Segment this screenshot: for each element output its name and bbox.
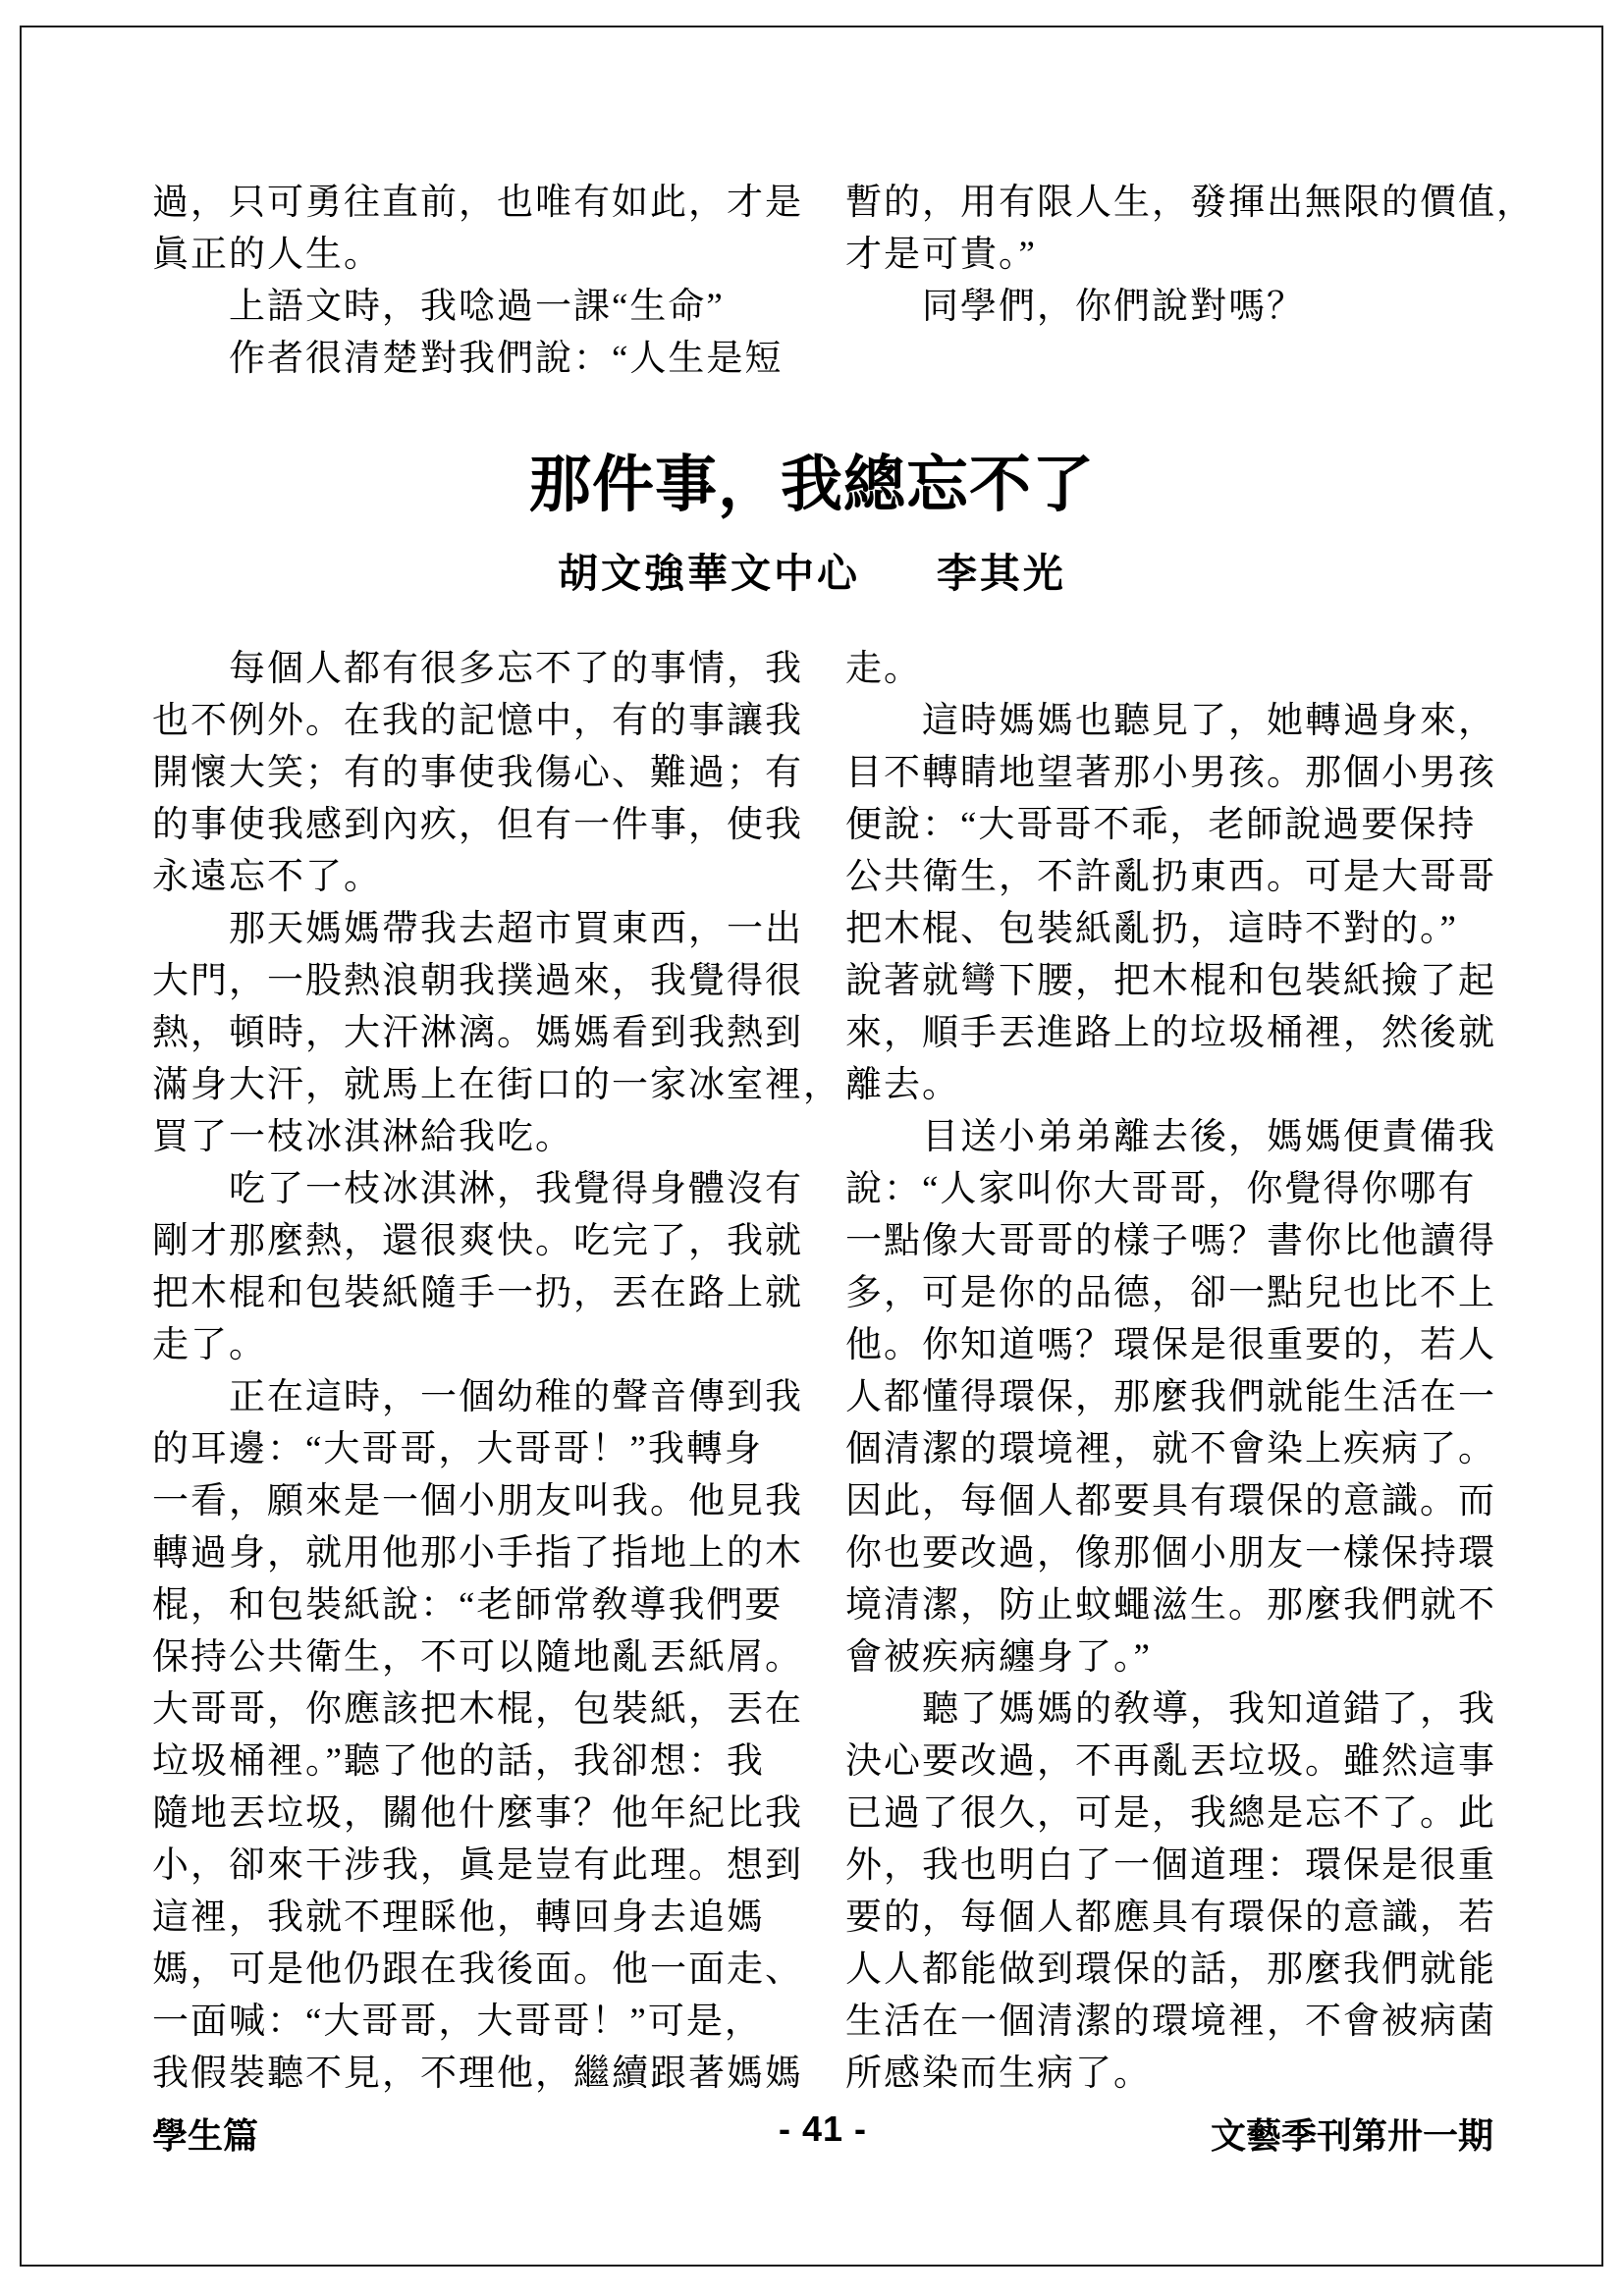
text-line: 已過了很久，可是，我總是忘不了。此 xyxy=(845,1793,1496,1834)
text-line: 一看，願來是一個小朋友叫我。他見我 xyxy=(152,1481,803,1522)
text-line: 垃圾桶裡。”聽了他的話，我卻想：我 xyxy=(152,1741,765,1782)
text-line: 目送小弟弟離去後，媽媽便責備我 xyxy=(845,1117,1496,1157)
text-line: 因此，每個人都要具有環保的意識。而 xyxy=(845,1481,1496,1522)
text-line: 要的，每個人都應具有環保的意識，若 xyxy=(845,1897,1496,1938)
text-line: 大哥哥，你應該把木棍，包裝紙，丟在 xyxy=(152,1689,803,1730)
text-line: 會被疾病纏身了。” xyxy=(845,1637,1152,1678)
text-line: 上語文時，我唸過一課“生命” xyxy=(152,287,725,327)
footer-publication-label: 文藝季刊第卅一期 xyxy=(1210,2115,1493,2156)
text-line: 他。你知道嗎？環保是很重要的，若人 xyxy=(845,1325,1496,1365)
text-line: 滿身大汗，就馬上在街口的一家冰室裡， xyxy=(152,1065,841,1105)
text-line: 作者很清楚對我們說：“人生是短 xyxy=(152,339,784,379)
footer-page-number: - 41 - xyxy=(778,2109,868,2149)
text-line: 說：“人家叫你大哥哥，你覺得你哪有 xyxy=(845,1169,1477,1209)
text-line: 所感染而生病了。 xyxy=(845,2054,1152,2094)
text-line: 的事使我感到內疚，但有一件事，使我 xyxy=(152,805,803,845)
text-line: 便說：“大哥哥不乖，老師說過要保持 xyxy=(845,805,1477,845)
article-title: 那件事，我總忘不了 xyxy=(529,451,1095,519)
text-line: 熱，頓時，大汗淋漓。媽媽看到我熱到 xyxy=(152,1013,803,1053)
text-line: 境清潔，防止蚊蠅滋生。那麼我們就不 xyxy=(845,1585,1496,1626)
text-line: 離去。 xyxy=(845,1065,960,1105)
text-line: 多，可是你的品德，卻一點兒也比不上 xyxy=(845,1273,1496,1313)
text-line: 同學們，你們說對嗎？ xyxy=(845,287,1305,327)
body-left-column xyxy=(152,643,841,2100)
text-line: 聽了媽媽的敎導，我知道錯了，我 xyxy=(845,1689,1496,1730)
continuation-left-column xyxy=(152,177,803,385)
body-right-column xyxy=(845,643,1496,2100)
byline-author: 李其光 xyxy=(936,551,1066,596)
text-line: 才是可貴。” xyxy=(845,235,1037,275)
text-line: 每個人都有很多忘不了的事情，我 xyxy=(152,649,803,689)
text-line: 目不轉睛地望著那小男孩。那個小男孩 xyxy=(845,753,1496,793)
text-line: 永遠忘不了。 xyxy=(152,857,382,897)
text-line: 把木棍和包裝紙隨手一扔，丟在路上就 xyxy=(152,1273,803,1313)
text-line: 來，順手丟進路上的垃圾桶裡，然後就 xyxy=(845,1013,1496,1053)
text-line: 暫的，用有限人生，發揮出無限的價值， xyxy=(845,183,1535,223)
text-line: 的耳邊：“大哥哥，大哥哥！”我轉身 xyxy=(152,1429,763,1469)
text-line: 外，我也明白了一個道理：環保是很重 xyxy=(845,1845,1496,1886)
text-line: 正在這時，一個幼稚的聲音傳到我 xyxy=(152,1377,803,1417)
text-line: 也不例外。在我的記憶中，有的事讓我 xyxy=(152,701,803,741)
article-body xyxy=(152,643,1496,2100)
text-line: 把木棍、包裝紙亂扔，這時不對的。” xyxy=(845,909,1458,949)
text-line: 隨地丟垃圾，關他什麼事？他年紀比我 xyxy=(152,1793,803,1834)
text-line: 我假裝聽不見，不理他，繼續跟著媽媽 xyxy=(152,2054,803,2094)
text-line: 吃了一枝冰淇淋，我覺得身體沒有 xyxy=(152,1169,803,1209)
text-line: 轉過身，就用他那小手指了指地上的木 xyxy=(152,1533,803,1574)
text-line: 過，只可勇往直前，也唯有如此，才是 xyxy=(152,183,803,223)
continuation-right-column xyxy=(845,177,1535,385)
text-line: 走。 xyxy=(845,649,922,689)
text-line: 買了一枝冰淇淋給我吃。 xyxy=(152,1117,573,1157)
text-line: 人人都能做到環保的話，那麼我們就能 xyxy=(845,1949,1496,1990)
text-line: 小，卻來干涉我，眞是豈有此理。想到 xyxy=(152,1845,803,1886)
text-line: 媽，可是他仍跟在我後面。他一面走、 xyxy=(152,1949,803,1990)
page-footer xyxy=(152,2109,1493,2158)
text-line: 這時媽媽也聽見了，她轉過身來， xyxy=(845,701,1496,741)
text-line: 你也要改過，像那個小朋友一樣保持環 xyxy=(845,1533,1496,1574)
text-line: 眞正的人生。 xyxy=(152,235,382,275)
text-line: 公共衛生，不許亂扔東西。可是大哥哥 xyxy=(845,857,1496,897)
text-line: 那天媽媽帶我去超市買東西，一出 xyxy=(152,909,803,949)
text-line: 說著就彎下腰，把木棍和包裝紙撿了起 xyxy=(845,961,1496,1001)
article-byline xyxy=(0,541,1624,599)
byline-school: 胡文強華文中心 xyxy=(558,551,861,596)
text-line: 這裡，我就不理睬他，轉回身去追媽 xyxy=(152,1897,765,1938)
text-line: 走了。 xyxy=(152,1325,267,1365)
text-line: 個清潔的環境裡，就不會染上疾病了。 xyxy=(845,1429,1496,1469)
previous-article-continuation xyxy=(152,177,1535,385)
text-line: 人都懂得環保，那麼我們就能生活在一 xyxy=(845,1377,1496,1417)
text-line: 棍，和包裝紙說：“老師常敎導我們要 xyxy=(152,1585,784,1626)
text-line: 開懷大笑；有的事使我傷心、難過；有 xyxy=(152,753,803,793)
text-line: 保持公共衛生，不可以隨地亂丟紙屑。 xyxy=(152,1637,803,1678)
text-line: 大門，一股熱浪朝我撲過來，我覺得很 xyxy=(152,961,803,1001)
text-line: 決心要改過，不再亂丟垃圾。雖然這事 xyxy=(845,1741,1496,1782)
text-line: 剛才那麼熱，還很爽快。吃完了，我就 xyxy=(152,1221,803,1261)
text-line: 一面喊：“大哥哥，大哥哥！”可是， xyxy=(152,2002,763,2042)
text-line: 一點像大哥哥的樣子嗎？書你比他讀得 xyxy=(845,1221,1496,1261)
text-line: 生活在一個清潔的環境裡，不會被病菌 xyxy=(845,2002,1496,2042)
footer-section-label: 學生篇 xyxy=(152,2115,259,2156)
